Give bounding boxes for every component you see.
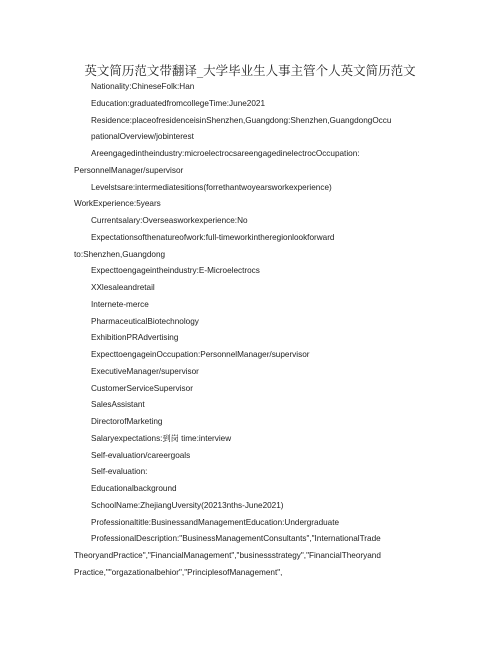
text-line: pationalOverview/jobinterest (91, 132, 194, 142)
text-line: Self-evaluation: (91, 467, 148, 477)
text-line: CustomerServiceSupervisor (91, 383, 193, 393)
text-line: SchoolName:ZhejiangUversity(20213nths-June2021) (91, 500, 284, 510)
text-line: Residence:placeofresidenceisinShenzhen,Guangdong:Shenzhen,GuangdongOccu (91, 115, 392, 125)
text-line: Self-evaluation/careergoals (91, 450, 191, 460)
text-line: WorkExperience:5years (74, 199, 161, 209)
text-line: SalesAssistant (91, 400, 145, 410)
text-line: Educationalbackground (91, 484, 177, 493)
text-line: XXlesaleandretail (91, 283, 155, 292)
text-line: Practice,""orgazationalbehior","PrinciplesofManagement", (74, 567, 283, 577)
text-line: PharmaceuticalBiotechnology (91, 316, 199, 326)
text-line: Nationality:ChineseFolk:Han (91, 82, 195, 91)
text-line: Salaryexpectations:到岗 time:interview (91, 433, 232, 443)
text-line: to:Shenzhen,Guangdong (74, 249, 166, 259)
text-line: DirectorofMarketing (91, 417, 163, 426)
text-line: Expecttoengageintheindustry:E-Microelectrocs (91, 266, 260, 276)
text-line: Professionaltitle:BusinessandManagementEducation:Undergraduate (91, 517, 340, 527)
text-line: TheoryandPractice","FinancialManagement","businessstrategy","FinancialTheoryand (74, 551, 381, 560)
text-line: PersonnelManager/supervisor (74, 165, 184, 175)
text-line: Expectationsofthenatureofwork:full-timeworkintheregionlookforward (91, 232, 335, 242)
text-line: Areengagedintheindustry:microelectrocsareengagedinelectrocOccupation: (91, 149, 360, 158)
text-line: ProfessionalDescription:"BusinessManagementConsultants","InternationalTrade (91, 534, 381, 544)
text-line: Currentsalary:Overseasworkexperience:No (91, 216, 248, 225)
document-title: 英文简历范文带翻译_大学毕业生人事主管个人英文简历范文 (84, 63, 416, 78)
text-line: ExhibitionPRAdvertising (91, 333, 179, 343)
text-line: Education:graduatedfromcollegeTime:June2021 (91, 98, 266, 108)
text-line: Levelstsare:intermediatesitions(forrethantwoyearsworkexperience) (91, 182, 332, 192)
text-line: ExecutiveManager/supervisor (91, 366, 199, 376)
text-line: Internete-merce (91, 299, 149, 309)
text-line: ExpecttoengageinOccupation:PersonnelManager/supervisor (91, 350, 310, 359)
